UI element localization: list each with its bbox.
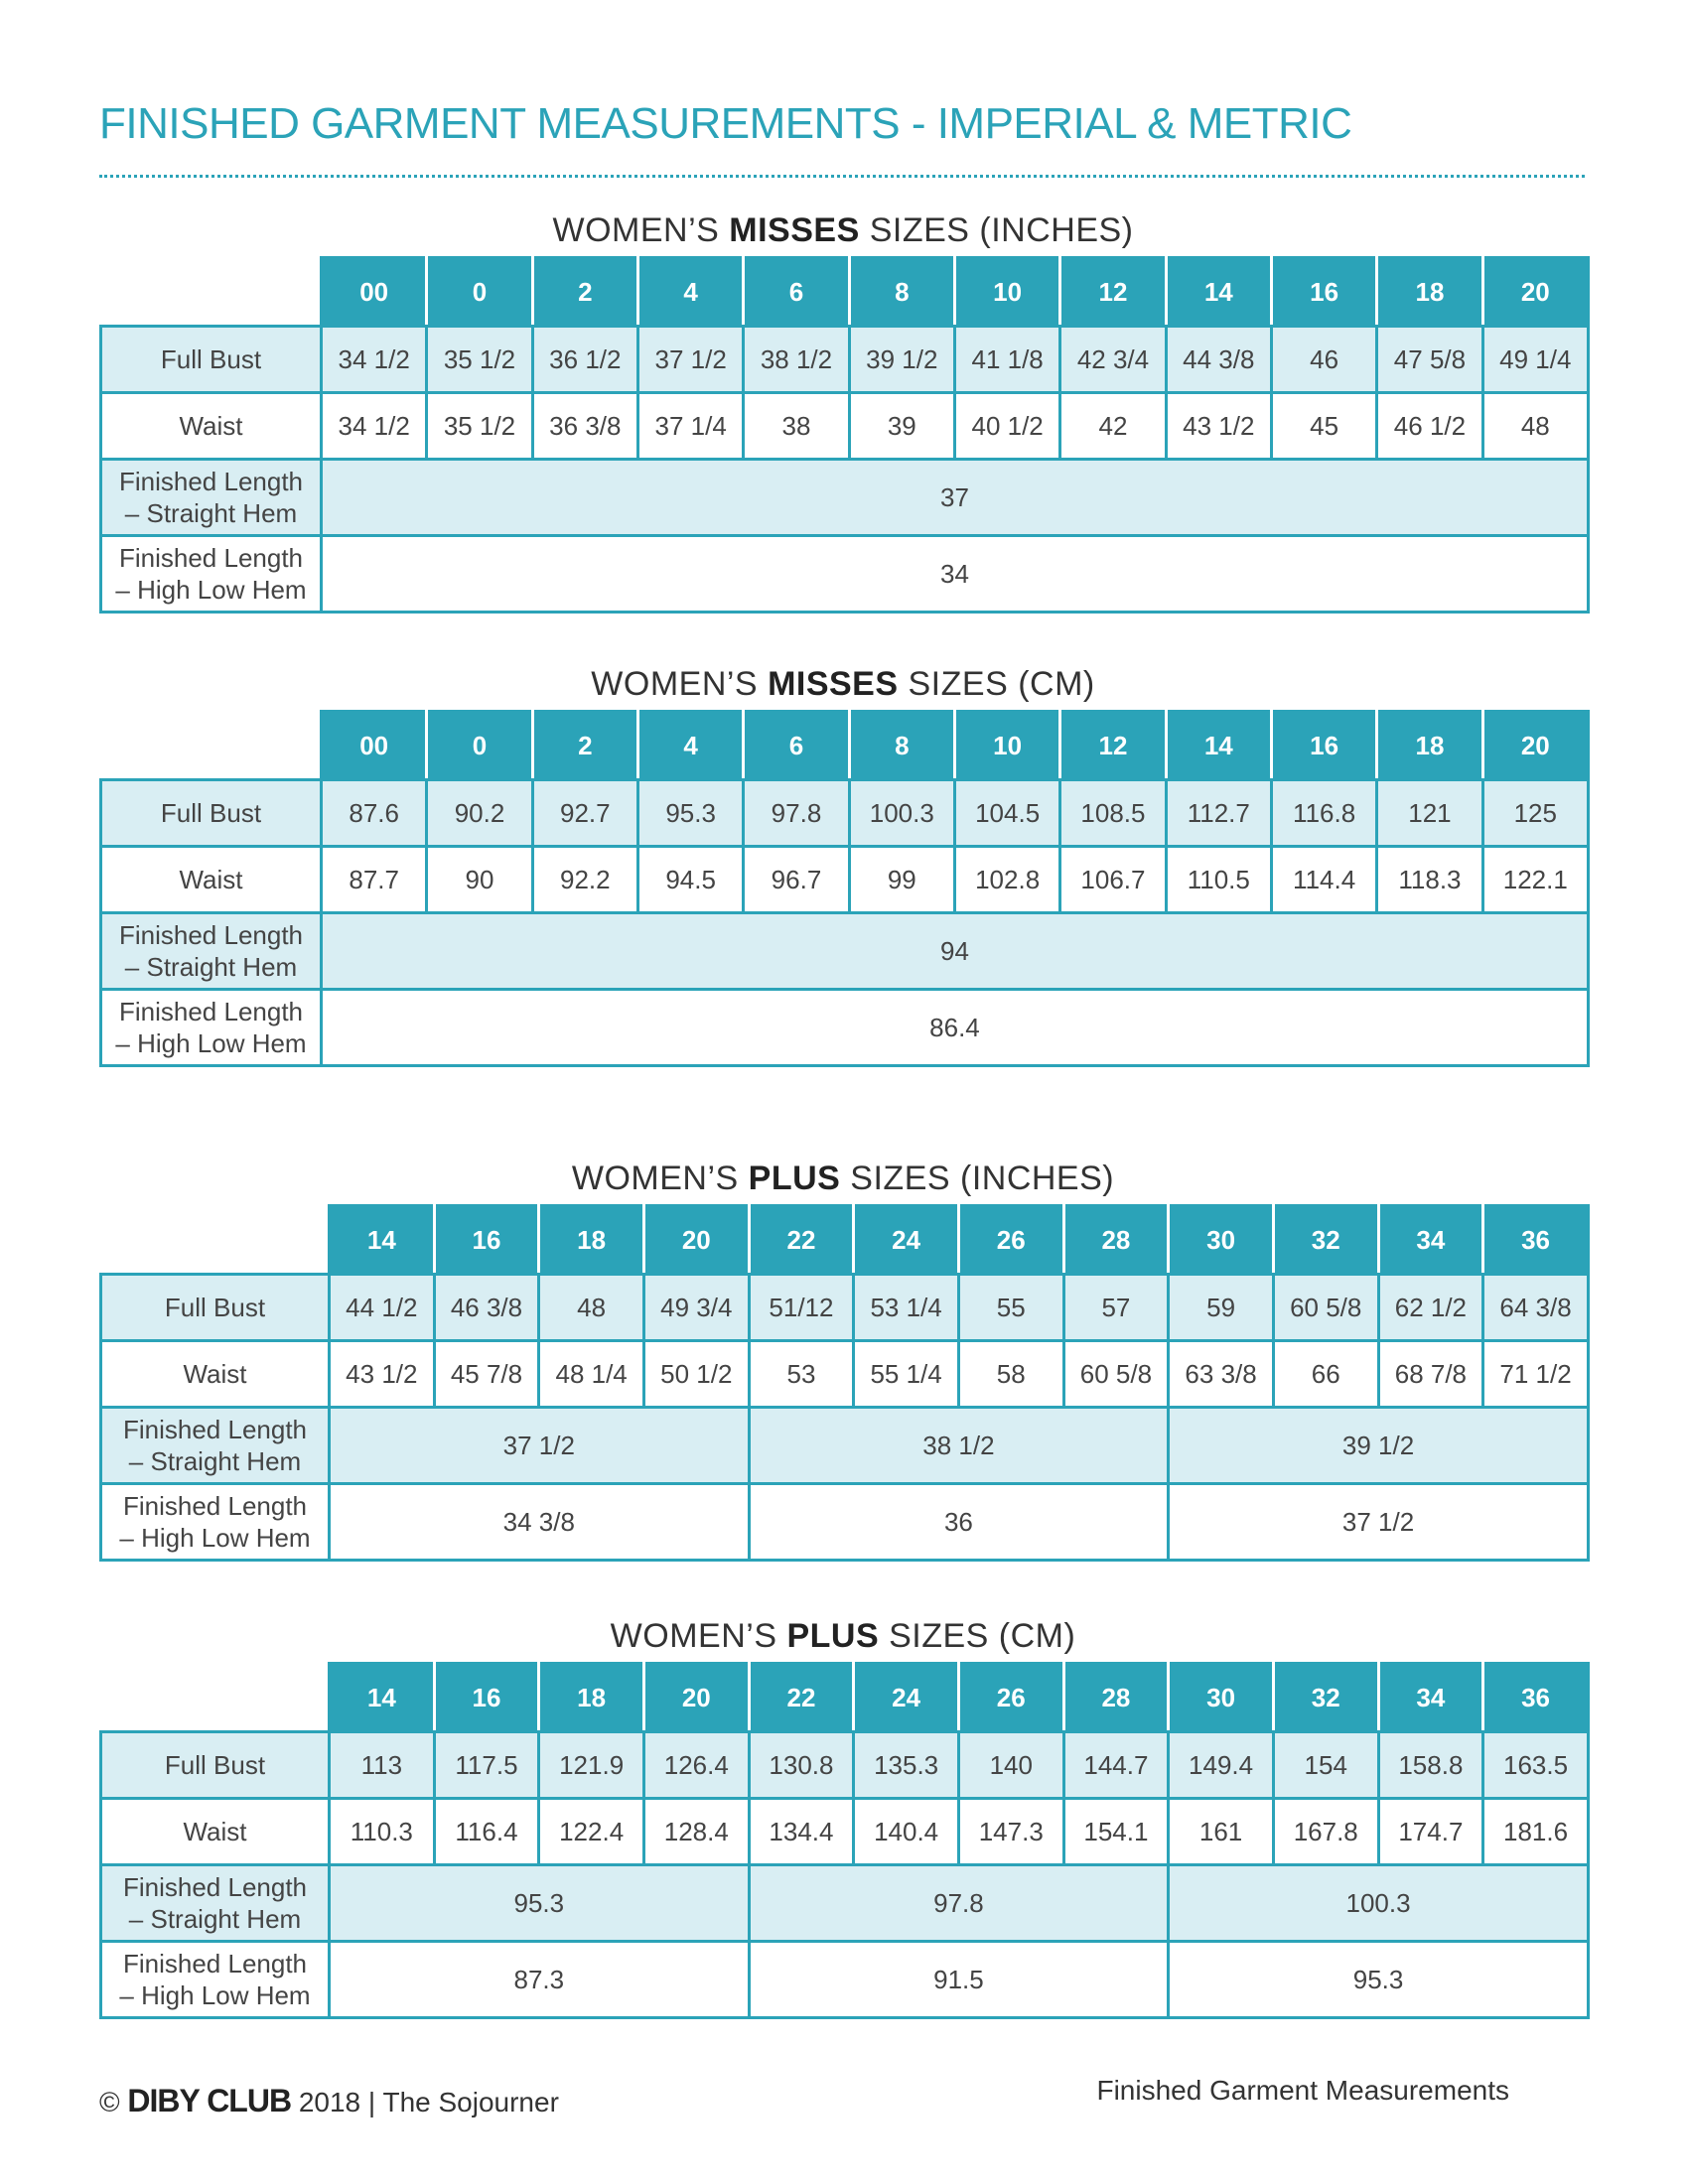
measurement-cell: 59 [1169, 1275, 1274, 1341]
full-bust-row [101, 1275, 1589, 1341]
measurement-cell: 64 3/8 [1483, 1275, 1589, 1341]
measurement-table [99, 710, 1590, 1067]
measurement-cell: 60 5/8 [1273, 1275, 1378, 1341]
size-header-cell: 18 [1377, 258, 1482, 327]
section-title-suffix: SIZES (CM) [879, 1617, 1076, 1655]
size-header-cell: 30 [1169, 1206, 1274, 1275]
size-header-cell: 10 [954, 258, 1059, 327]
length-cell: 94 [322, 913, 1589, 990]
full-bust-row [101, 780, 1589, 847]
straight-hem-row [101, 460, 1589, 536]
footer-page-label: Finished Garment Measurements [1096, 2075, 1509, 2106]
measurement-cell: 144.7 [1063, 1732, 1169, 1799]
row-label: Full Bust [101, 1732, 330, 1799]
row-label-line-2: – Straight Hem [128, 1904, 302, 1934]
high-low-hem-row [101, 536, 1589, 613]
page-title: FINISHED GARMENT MEASUREMENTS - IMPERIAL & METRIC [99, 99, 1352, 148]
length-cell: 87.3 [330, 1942, 750, 2018]
size-header-cell: 14 [1166, 712, 1271, 780]
size-header-cell: 8 [849, 712, 954, 780]
measurement-cell: 122.4 [539, 1799, 644, 1865]
size-header-cell: 6 [744, 258, 849, 327]
length-cell: 37 1/2 [1169, 1484, 1589, 1561]
row-label-line-1: Finished Length [122, 1949, 308, 1979]
row-label-line-1: Finished Length [122, 1872, 308, 1902]
size-header-cell: 34 [1378, 1206, 1483, 1275]
section-title [99, 1153, 1587, 1204]
measurement-cell: 154.1 [1063, 1799, 1169, 1865]
measurement-cell: 53 [749, 1341, 854, 1408]
measurement-cell: 92.7 [532, 780, 637, 847]
measurement-cell: 118.3 [1377, 847, 1482, 913]
measurement-cell: 34 1/2 [322, 393, 427, 460]
measurement-cell: 161 [1169, 1799, 1274, 1865]
size-header-cell: 34 [1378, 1664, 1483, 1732]
section-title-category: MISSES [729, 211, 860, 249]
measurement-cell: 44 1/2 [330, 1275, 435, 1341]
row-label-line-2: – Straight Hem [128, 1446, 302, 1476]
measurement-cell: 130.8 [749, 1732, 854, 1799]
measurement-cell: 87.6 [322, 780, 427, 847]
measurement-cell: 71 1/2 [1483, 1341, 1589, 1408]
measurement-cell: 114.4 [1271, 847, 1376, 913]
size-header-cell: 26 [958, 1206, 1063, 1275]
measurement-cell: 147.3 [958, 1799, 1063, 1865]
size-header-cell: 6 [744, 712, 849, 780]
row-label-line-1: Finished Length [118, 467, 304, 496]
measurement-cell: 106.7 [1060, 847, 1166, 913]
plus-inches-section [99, 1153, 1587, 1562]
measurement-cell: 108.5 [1060, 780, 1166, 847]
size-header-cell: 18 [539, 1206, 644, 1275]
size-header-cell: 20 [1482, 712, 1588, 780]
section-title [99, 1610, 1587, 1662]
measurement-cell: 94.5 [637, 847, 743, 913]
measurement-cell: 121.9 [539, 1732, 644, 1799]
section-title-prefix: WOMEN’S [610, 1617, 787, 1655]
measurement-cell: 181.6 [1483, 1799, 1589, 1865]
measurement-cell: 36 1/2 [532, 327, 637, 393]
length-cell: 95.3 [330, 1865, 750, 1942]
measurement-cell: 45 [1271, 393, 1376, 460]
measurement-cell: 135.3 [854, 1732, 959, 1799]
size-header-cell: 22 [749, 1664, 854, 1732]
size-header-cell: 36 [1483, 1664, 1589, 1732]
header-corner [101, 1206, 330, 1275]
size-header-cell: 10 [954, 712, 1059, 780]
measurement-cell: 46 1/2 [1377, 393, 1482, 460]
full-bust-row [101, 1732, 1589, 1799]
measurement-cell: 110.5 [1166, 847, 1271, 913]
measurement-cell: 47 5/8 [1377, 327, 1482, 393]
size-header-row [101, 258, 1589, 327]
measurement-cell: 48 [1482, 393, 1588, 460]
size-header-cell: 18 [1377, 712, 1482, 780]
measurement-cell: 68 7/8 [1378, 1341, 1483, 1408]
size-header-cell: 16 [1271, 258, 1376, 327]
length-cell: 37 1/2 [330, 1408, 750, 1484]
section-title-category: PLUS [748, 1160, 841, 1197]
size-header-row [101, 1664, 1589, 1732]
measurement-cell: 48 [539, 1275, 644, 1341]
waist-row [101, 847, 1589, 913]
copyright-symbol: © [99, 2087, 120, 2117]
row-label: Waist [101, 393, 322, 460]
measurement-cell: 39 [849, 393, 954, 460]
measurement-cell: 113 [330, 1732, 435, 1799]
measurement-cell: 87.7 [322, 847, 427, 913]
measurement-cell: 36 3/8 [532, 393, 637, 460]
measurement-cell: 140 [958, 1732, 1063, 1799]
measurement-cell: 158.8 [1378, 1732, 1483, 1799]
size-header-cell: 30 [1169, 1664, 1274, 1732]
size-header-cell: 2 [532, 712, 637, 780]
row-label [101, 1865, 330, 1942]
section-title-category: MISSES [768, 665, 899, 703]
length-cell: 97.8 [749, 1865, 1169, 1942]
measurement-cell: 92.2 [532, 847, 637, 913]
length-cell: 39 1/2 [1169, 1408, 1589, 1484]
length-cell: 95.3 [1169, 1942, 1589, 2018]
length-cell: 36 [749, 1484, 1169, 1561]
size-header-cell: 14 [330, 1206, 435, 1275]
size-header-cell: 32 [1273, 1664, 1378, 1732]
measurement-cell: 154 [1273, 1732, 1378, 1799]
measurement-cell: 90 [427, 847, 532, 913]
size-header-cell: 12 [1060, 712, 1166, 780]
size-header-cell: 32 [1273, 1206, 1378, 1275]
measurement-cell: 99 [849, 847, 954, 913]
size-header-cell: 16 [434, 1664, 539, 1732]
row-label-line-2: – High Low Hem [119, 1523, 311, 1553]
measurement-cell: 134.4 [749, 1799, 854, 1865]
measurement-cell: 62 1/2 [1378, 1275, 1483, 1341]
straight-hem-row [101, 913, 1589, 990]
section-title-prefix: WOMEN’S [552, 211, 730, 249]
measurement-cell: 58 [958, 1341, 1063, 1408]
row-label: Waist [101, 1799, 330, 1865]
size-header-cell: 14 [330, 1664, 435, 1732]
measurement-cell: 122.1 [1482, 847, 1588, 913]
section-title [99, 205, 1587, 256]
size-header-cell: 12 [1060, 258, 1166, 327]
size-header-cell: 20 [643, 1206, 749, 1275]
measurement-cell: 96.7 [744, 847, 849, 913]
length-cell: 38 1/2 [749, 1408, 1169, 1484]
header-corner [101, 712, 322, 780]
row-label [101, 536, 322, 613]
section-title [99, 658, 1587, 710]
row-label-line-1: Finished Length [122, 1491, 308, 1521]
measurement-cell: 57 [1063, 1275, 1169, 1341]
measurement-cell: 112.7 [1166, 780, 1271, 847]
measurement-cell: 60 5/8 [1063, 1341, 1169, 1408]
row-label-line-2: – High Low Hem [115, 1028, 307, 1058]
size-header-cell: 26 [958, 1664, 1063, 1732]
size-header-row [101, 1206, 1589, 1275]
measurement-cell: 110.3 [330, 1799, 435, 1865]
length-cell: 86.4 [322, 990, 1589, 1066]
size-header-cell: 00 [322, 712, 427, 780]
row-label: Full Bust [101, 327, 322, 393]
waist-row [101, 1341, 1589, 1408]
row-label-line-1: Finished Length [118, 920, 304, 950]
measurement-cell: 49 1/4 [1482, 327, 1588, 393]
misses-inches-section [99, 205, 1587, 614]
row-label [101, 1484, 330, 1561]
row-label-line-2: – High Low Hem [119, 1980, 311, 2010]
size-header-cell: 20 [1482, 258, 1588, 327]
length-cell: 100.3 [1169, 1865, 1589, 1942]
size-header-cell: 16 [1271, 712, 1376, 780]
section-title-suffix: SIZES (INCHES) [840, 1160, 1115, 1197]
measurement-table [99, 256, 1590, 614]
size-header-cell: 0 [427, 258, 532, 327]
measurement-cell: 42 3/4 [1060, 327, 1166, 393]
measurement-cell: 174.7 [1378, 1799, 1483, 1865]
measurement-cell: 38 1/2 [744, 327, 849, 393]
measurement-cell: 35 1/2 [427, 393, 532, 460]
row-label-line-1: Finished Length [122, 1415, 308, 1444]
measurement-cell: 43 1/2 [1166, 393, 1271, 460]
row-label [101, 1408, 330, 1484]
measurement-cell: 116.8 [1271, 780, 1376, 847]
size-header-cell: 28 [1063, 1206, 1169, 1275]
row-label [101, 1942, 330, 2018]
size-header-cell: 00 [322, 258, 427, 327]
measurement-cell: 100.3 [849, 780, 954, 847]
size-header-cell: 0 [427, 712, 532, 780]
measurement-cell: 163.5 [1483, 1732, 1589, 1799]
waist-row [101, 393, 1589, 460]
length-cell: 34 [322, 536, 1589, 613]
high-low-hem-row [101, 1942, 1589, 2018]
row-label-line-2: – High Low Hem [115, 575, 307, 605]
measurement-cell: 38 [744, 393, 849, 460]
measurement-cell: 45 7/8 [434, 1341, 539, 1408]
size-header-cell: 16 [434, 1206, 539, 1275]
row-label-line-1: Finished Length [118, 543, 304, 573]
row-label [101, 460, 322, 536]
measurement-cell: 116.4 [434, 1799, 539, 1865]
measurement-cell: 104.5 [954, 780, 1059, 847]
measurement-cell: 50 1/2 [643, 1341, 749, 1408]
row-label [101, 990, 322, 1066]
row-label-line-2: – Straight Hem [124, 498, 298, 528]
plus-cm-section [99, 1610, 1587, 2019]
size-header-row [101, 712, 1589, 780]
size-header-cell: 24 [854, 1664, 959, 1732]
waist-row [101, 1799, 1589, 1865]
measurement-cell: 126.4 [643, 1732, 749, 1799]
measurement-cell: 55 1/4 [854, 1341, 959, 1408]
title-dotted-rule [99, 175, 1585, 178]
measurement-table [99, 1662, 1590, 2019]
size-header-cell: 24 [854, 1206, 959, 1275]
size-header-cell: 22 [749, 1206, 854, 1275]
size-header-cell: 4 [637, 712, 743, 780]
section-title-category: PLUS [786, 1617, 880, 1655]
row-label-line-2: – Straight Hem [124, 952, 298, 982]
measurement-cell: 37 1/4 [637, 393, 743, 460]
row-label: Full Bust [101, 1275, 330, 1341]
brand-logo-text: DIBY CLUB [127, 2083, 292, 2118]
length-cell: 91.5 [749, 1942, 1169, 2018]
measurement-cell: 51/12 [749, 1275, 854, 1341]
measurement-cell: 66 [1273, 1341, 1378, 1408]
full-bust-row [101, 327, 1589, 393]
size-header-cell: 20 [643, 1664, 749, 1732]
section-title-suffix: SIZES (INCHES) [859, 211, 1134, 249]
size-header-cell: 8 [849, 258, 954, 327]
size-header-cell: 4 [637, 258, 743, 327]
measurement-cell: 43 1/2 [330, 1341, 435, 1408]
row-label-line-1: Finished Length [118, 997, 304, 1026]
row-label [101, 913, 322, 990]
size-header-cell: 36 [1483, 1206, 1589, 1275]
measurement-table [99, 1204, 1590, 1562]
row-label: Full Bust [101, 780, 322, 847]
footer-year-pattern: 2018 | The Sojourner [298, 2087, 559, 2117]
measurement-cell: 34 1/2 [322, 327, 427, 393]
measurement-cell: 48 1/4 [539, 1341, 644, 1408]
measurement-cell: 42 [1060, 393, 1166, 460]
section-title-suffix: SIZES (CM) [898, 665, 1095, 703]
size-header-cell: 14 [1166, 258, 1271, 327]
measurement-cell: 140.4 [854, 1799, 959, 1865]
measurement-cell: 128.4 [643, 1799, 749, 1865]
high-low-hem-row [101, 990, 1589, 1066]
measurement-cell: 63 3/8 [1169, 1341, 1274, 1408]
measurement-cell: 117.5 [434, 1732, 539, 1799]
measurement-cell: 149.4 [1169, 1732, 1274, 1799]
measurement-cell: 55 [958, 1275, 1063, 1341]
footer-copyright [99, 2083, 559, 2119]
high-low-hem-row [101, 1484, 1589, 1561]
section-title-prefix: WOMEN’S [591, 665, 769, 703]
measurement-cell: 97.8 [744, 780, 849, 847]
measurement-cell: 46 [1271, 327, 1376, 393]
misses-cm-section [99, 658, 1587, 1067]
measurement-cell: 95.3 [637, 780, 743, 847]
header-corner [101, 258, 322, 327]
length-cell: 37 [322, 460, 1589, 536]
section-title-prefix: WOMEN’S [571, 1160, 749, 1197]
measurement-cell: 40 1/2 [954, 393, 1059, 460]
measurement-cell: 53 1/4 [854, 1275, 959, 1341]
straight-hem-row [101, 1865, 1589, 1942]
measurement-cell: 35 1/2 [427, 327, 532, 393]
row-label: Waist [101, 1341, 330, 1408]
size-header-cell: 28 [1063, 1664, 1169, 1732]
size-header-cell: 18 [539, 1664, 644, 1732]
measurement-cell: 44 3/8 [1166, 327, 1271, 393]
measurement-cell: 121 [1377, 780, 1482, 847]
length-cell: 34 3/8 [330, 1484, 750, 1561]
header-corner [101, 1664, 330, 1732]
row-label: Waist [101, 847, 322, 913]
measurement-cell: 41 1/8 [954, 327, 1059, 393]
measurement-cell: 46 3/8 [434, 1275, 539, 1341]
measurement-cell: 49 3/4 [643, 1275, 749, 1341]
measurement-cell: 167.8 [1273, 1799, 1378, 1865]
straight-hem-row [101, 1408, 1589, 1484]
measurement-cell: 39 1/2 [849, 327, 954, 393]
measurement-cell: 90.2 [427, 780, 532, 847]
size-header-cell: 2 [532, 258, 637, 327]
measurement-cell: 37 1/2 [637, 327, 743, 393]
measurement-cell: 125 [1482, 780, 1588, 847]
measurement-cell: 102.8 [954, 847, 1059, 913]
